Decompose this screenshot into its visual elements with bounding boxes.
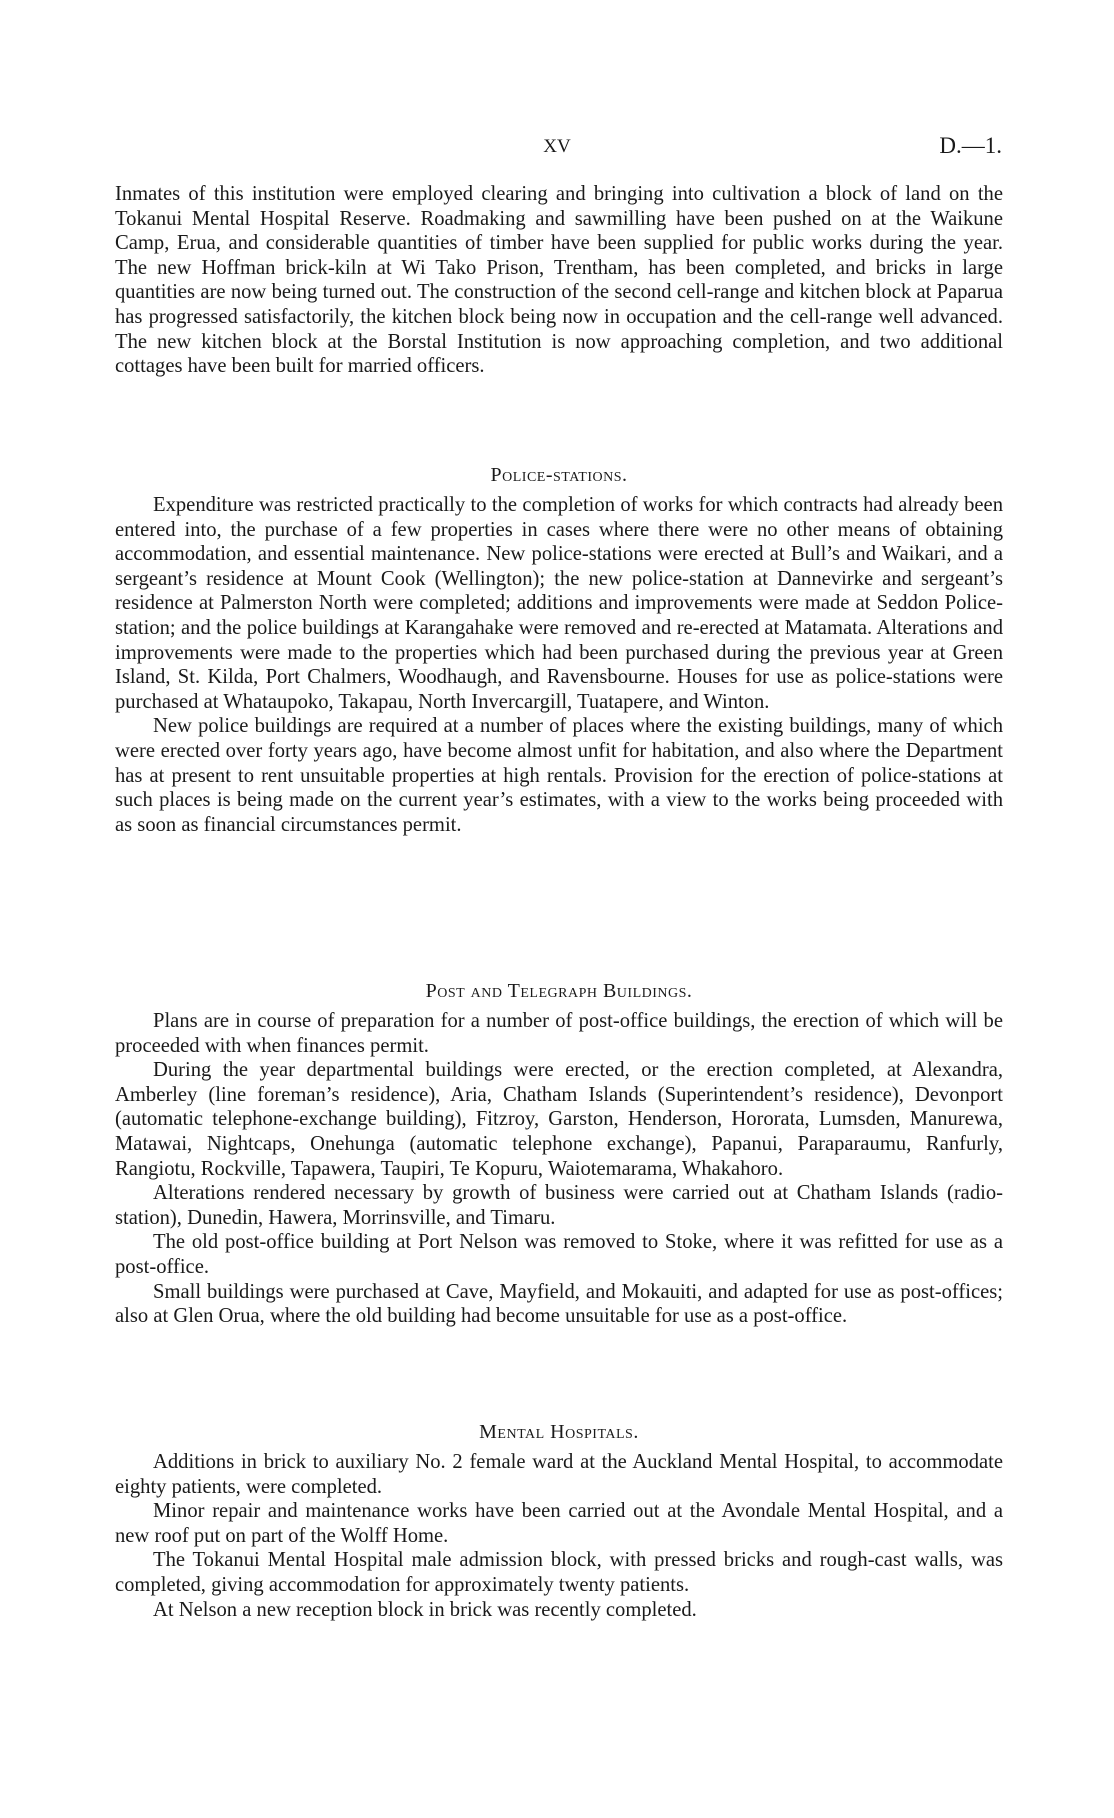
paragraph: Additions in brick to auxiliary No. 2 female ward at the Auckland Mental Hospital, to accommodate eighty patients, were completed. [115,1451,1003,1498]
paragraph: The old post-office building at Port Nelson was removed to Stoke, where it was refitted for use as a post-office. [115,1231,1003,1278]
paragraph: Expenditure was restricted practically to the completion of works for which contracts had already been entered into, the purchase of a few properties in cases where there were no other means of obtaining accommodation, and essential maintenance. New police-stations were erected at Bull’s and Waikari, and a sergeant’s residence at Mount Cook (Wellington); the new police-station at Dannevirke and sergeant’s residence at Palmerston North were completed; additions and improvements were made at Seddon Police-station; and the police buildings at Karangahake were removed and re-erected at Matamata. Alterations and improvements were made to the properties which had been purchased during the previous year at Green Island, St. Kilda, Port Chalmers, Woodhaugh, and Ravensbourne. Houses for use as police-stations were purchased at Whataupoko, Takapau, North Invercargill, Tuatapere, and Winton. [115,494,1003,713]
paragraph: Alterations rendered necessary by growth of business were carried out at Chatham Islands (radio-station), Dunedin, Hawera, Morrinsville, and Timaru. [115,1182,1003,1229]
paragraph: Small buildings were purchased at Cave, Mayfield, and Mokauiti, and adapted for use as post-offices; also at Glen Orua, where the old building had become unsuitable for use as a post-office. [115,1280,1003,1328]
mental-hospitals-section [115,1421,1003,1622]
paragraph: Plans are in course of preparation for a number of post-office buildings, the erection of which will be proceeded with when finances permit. [115,1010,1003,1057]
intro-section [115,182,1003,379]
paragraph: New police buildings are required at a number of places where the existing buildings, many of which were erected over forty years ago, have become almost unfit for habitation, and also where the Department has at present to rent unsuitable properties at high rentals. Provision for the erection of police-stations at such places is being made on the current year’s estimates, with a view to the works being proceeded with as soon as financial circumstances permit. [115,715,1003,836]
paragraph: The Tokanui Mental Hospital male admission block, with pressed bricks and rough-cast walls, was completed, giving accommodation for approximately twenty patients. [115,1549,1003,1596]
paragraph: At Nelson a new reception block in brick was recently completed. [153,1598,697,1621]
police-stations-section [115,464,1003,837]
section-heading: Mental Hospitals. [479,1421,639,1443]
page-number: XV [543,136,571,157]
paragraph: Minor repair and maintenance works have been carried out at the Avondale Mental Hospital, and a new roof put on part of the Wolff Home. [115,1500,1003,1547]
paragraph: During the year departmental buildings were erected, or the erection completed, at Alexandra, Amberley (line foreman’s residence), Aria, Chatham Islands (Superintendent’s residence), Devonport (automatic telephone-exchange building), Fitzroy, Garston, Henderson, Hororata, Lumsden, Manurewa, Matawai, Nightcaps, Onehunga (automatic telephone exchange), Papanui, Paraparaumu, Ranfurly, Rangiotu, Rockville, Tapawera, Taupiri, Te Kopuru, Waiotemarama, Whakahoro. [115,1059,1003,1180]
document-reference: D.—1. [939,133,1002,158]
post-telegraph-section [115,980,1003,1329]
section-heading: Post and Telegraph Buildings. [425,980,693,1002]
paragraph: Inmates of this institution were employed clearing and bringing into cultivation a block of land on the Tokanui Mental Hospital Reserve. Roadmaking and sawmilling have been pushed on at the Waikune Camp, Erua, and considerable quantities of timber have been supplied for public works during the year. The new Hoffman brick-kiln at Wi Tako Prison, Trentham, has been completed, and bricks in large quantities are now being turned out. The construction of the second cell-range and kitchen block at Paparua has progressed satisfactorily, the kitchen block being now in occupation and the cell-range well advanced. The new kitchen block at the Borstal Institution is now approaching completion, and two additional cottages have been built for married officers. [115,183,1003,378]
section-heading: Police-stations. [490,464,628,486]
